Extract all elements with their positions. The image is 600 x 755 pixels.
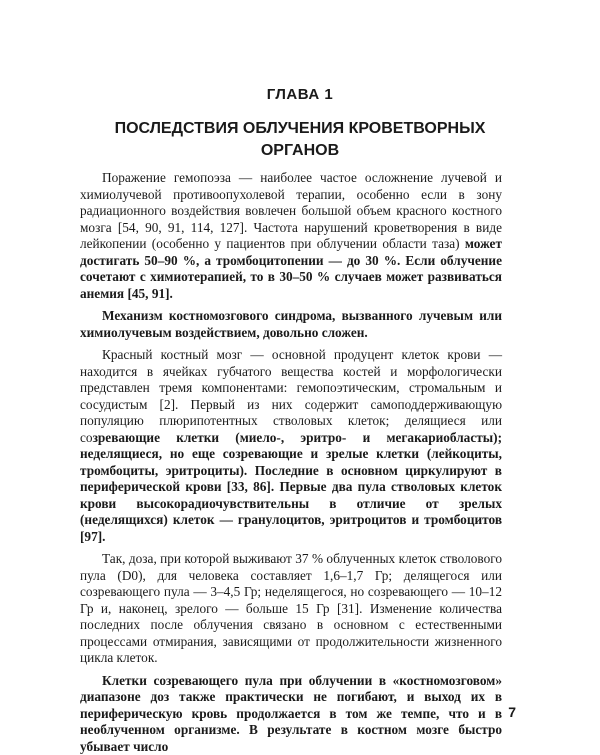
body-text — [80, 170, 502, 755]
paragraph-3-part-b: зревающие клетки (миело-, эритро- и мегакариобласты); неделящиеся, но еще созревающие и зрелые клетки (лейкоциты, тромбоциты, эритроциты). Последние в основном циркулируют в периферической крови [33, 86]. Первые два пула стволовых клеток крови высокорадиочувствительны в отличие от зрелых (неделящихся) клеток — гранулоцитов, эритроцитов и тромбоцитов [97]. — [80, 430, 502, 544]
paragraph-3-part-a: Красный костный мозг — основной продуцент клеток крови — находится в ячейках губчатого вещества костей и морфологически представлен тремя компонентами: гемопоэтическим, стромальным и сосудистым [2]. Первый из них содержит самоподдерживающую популяцию плюрипотентных стволовых клеток; делящиеся или со — [80, 347, 502, 445]
paragraph-1 — [80, 170, 502, 302]
page-number: 7 — [508, 704, 516, 720]
chapter-label: ГЛАВА 1 — [0, 86, 600, 103]
paragraph-4: Так, доза, при которой выживают 37 % облученных клеток стволового пула (D0), для человека составляет 1,6–1,7 Гр; делящегося или созревающего пула — 3–4,5 Гр; неделящегося, но созревающего — 10–12 Гр и, наконец, зрелого — больше 15 Гр [31]. Изменение количества последних после облучения связано в основном с естественными процессами отмирания, зависящими от продолжительности жизненного цикла клеток. — [80, 551, 502, 667]
chapter-title: ПОСЛЕДСТВИЯ ОБЛУЧЕНИЯ КРОВЕТВОРНЫХ ОРГАНОВ — [80, 118, 520, 162]
paragraph-5: Клетки созревающего пула при облучении в «костномозговом» диапазоне доз также практически не погибают, и выход их в периферическую кровь продолжается в том же темпе, что и в необлученном организме. В результате в костном мозге быстро убывает число — [80, 673, 502, 755]
paragraph-3 — [80, 347, 502, 545]
paragraph-1-part-a: Поражение гемопоэза — наиболее частое осложнение лучевой и химиолучевой противоопухолевой терапии, особенно если в зону радиационного воздействия вовлечен большой объем красного костного мозга [54, 90, 91, 114, 127]. Частота нарушений кроветворения в виде лейкопении (особенно у пациентов при облучении области таза) — [80, 170, 502, 251]
paragraph-2: Механизм костномозгового синдрома, вызванного лучевым или химиолучевым воздействием, довольно сложен. — [80, 308, 502, 341]
paragraph-1-part-b: может достигать 50–90 %, а тромбоцитопении — до 30 %. Если облучение сочетают с химиотерапией, то в 30–50 % случаев может развиваться анемия [45, 91]. — [80, 236, 502, 301]
